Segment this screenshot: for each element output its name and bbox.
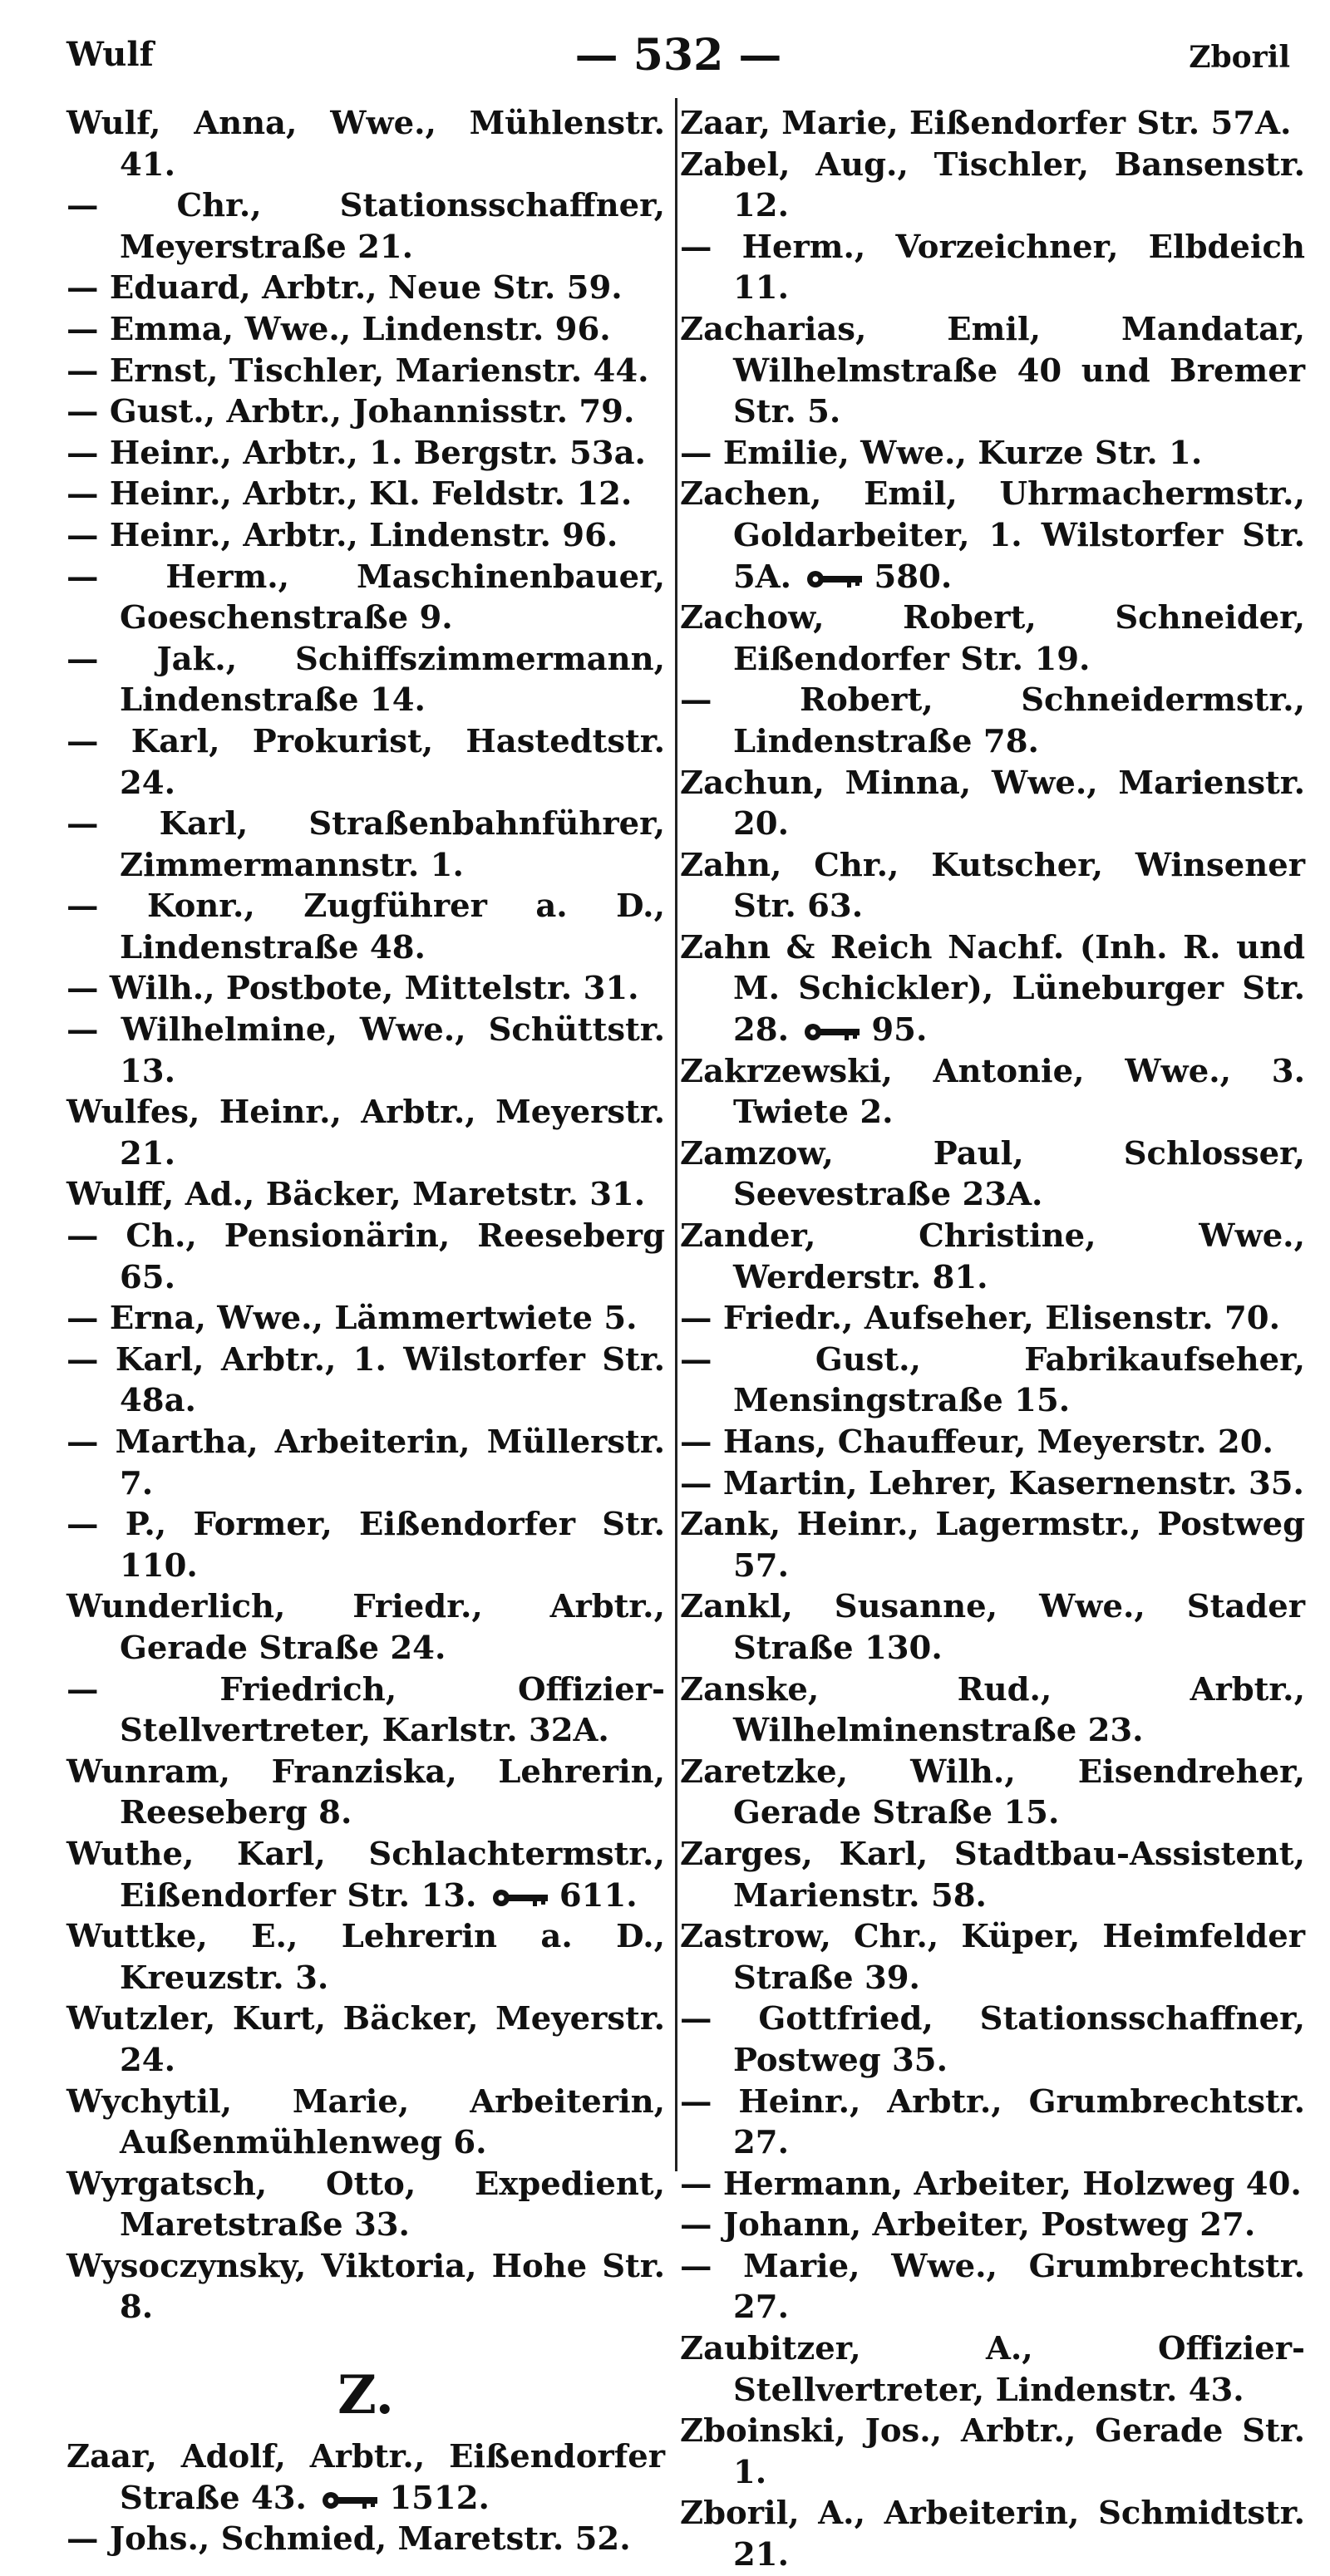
directory-entry xyxy=(680,1133,1305,1216)
entry-text: Zastrow, Chr., Küper, Heimfelder Straße 39. xyxy=(680,1918,1305,1997)
directory-entry xyxy=(66,1092,665,1174)
entry-text: Wyrgatsch, Otto, Expedient, Maretstraße 33. xyxy=(66,2165,665,2244)
directory-entry xyxy=(66,1669,665,1752)
entry-text: Zachen, Emil, Uhrmachermstr., Goldarbeiter, 1. Wilstorfer Str. 5A. xyxy=(680,475,1305,596)
directory-entry xyxy=(66,1834,665,1916)
entry-text: Wychytil, Marie, Arbeiterin, Außenmühlenweg 6. xyxy=(66,2082,665,2162)
directory-entry xyxy=(680,1298,1305,1340)
directory-entry xyxy=(680,680,1305,762)
entry-text: Zarges, Karl, Stadtbau-Assistent, Marienstr. 58. xyxy=(680,1835,1305,1915)
entry-text: — Gottfried, Stationsschaffner, Postweg 35. xyxy=(680,2000,1305,2079)
telephone-key-icon xyxy=(491,1888,551,1908)
directory-entry xyxy=(66,391,665,433)
telephone-number: 611. xyxy=(559,1876,638,1915)
entry-text: Zank, Heinr., Lagermstr., Postweg 57. xyxy=(680,1506,1305,1585)
directory-entry xyxy=(680,1216,1305,1298)
entry-text: Zamzow, Paul, Schlosser, Seevestraße 23A. xyxy=(680,1134,1305,1214)
entry-text: Zakrzewski, Antonie, Wwe., 3. Twiete 2. xyxy=(680,1052,1305,1132)
telephone-key-icon xyxy=(321,2490,381,2510)
directory-entry xyxy=(680,474,1305,597)
entry-text: — Jak., Schiffszimmermann, Lindenstraße 14. xyxy=(66,640,665,720)
entry-text: Zahn, Chr., Kutscher, Winsener Str. 63. xyxy=(680,846,1305,926)
entry-text: — Heinr., Arbtr., Kl. Feldstr. 12. xyxy=(66,475,633,514)
page-header xyxy=(66,30,1290,80)
directory-entry xyxy=(66,2436,665,2519)
directory-entry xyxy=(680,597,1305,680)
directory-entry xyxy=(680,1586,1305,1669)
entry-text: — Gust., Fabrikaufseher, Mensingstraße 15. xyxy=(680,1340,1305,1420)
directory-entry xyxy=(680,1504,1305,1586)
directory-entry xyxy=(66,2082,665,2164)
directory-entry xyxy=(680,2328,1305,2411)
entry-text: — Johs., Schmied, Maretstr. 52. xyxy=(66,2520,631,2559)
entry-text: Zahn & Reich Nachf. (Inh. R. und M. Schickler), Lüneburger Str. 28. xyxy=(680,928,1305,1050)
entry-text: — Johann, Arbeiter, Postweg 27. xyxy=(680,2206,1256,2244)
entry-text: Wuthe, Karl, Schlachtermstr., Eißendorfer Str. 13. xyxy=(66,1835,665,1915)
directory-entry xyxy=(680,2205,1305,2246)
section-letter: Z. xyxy=(337,2364,394,2427)
entry-text: — Friedrich, Offizier-Stellvertreter, Karlstr. 32A. xyxy=(66,1670,665,1750)
directory-entry xyxy=(66,557,665,639)
entry-text: — Heinr., Arbtr., Lindenstr. 96. xyxy=(66,516,618,554)
directory-entry xyxy=(66,515,665,557)
entry-text: — Erna, Wwe., Lämmertwiete 5. xyxy=(66,1300,638,1338)
directory-entry xyxy=(66,309,665,351)
entry-text: — Hermann, Arbeiter, Holzweg 40. xyxy=(680,2165,1302,2203)
directory-entry xyxy=(680,845,1305,927)
directory-entry xyxy=(66,1216,665,1298)
directory-entry xyxy=(66,2519,665,2560)
directory-entry xyxy=(66,474,665,515)
entry-text: Zaretzke, Wilh., Eisendreher, Gerade Straße 15. xyxy=(680,1753,1305,1832)
entry-text: Zboril, A., Arbeiterin, Schmidtstr. 21. xyxy=(680,2495,1305,2574)
left-column xyxy=(66,103,665,2560)
directory-entry xyxy=(680,1834,1305,1916)
entry-text: — Heinr., Arbtr., 1. Bergstr. 53a. xyxy=(66,434,646,472)
header-left-keyword: Wulf xyxy=(66,35,154,74)
entry-text: — Karl, Arbtr., 1. Wilstorfer Str. 48a. xyxy=(66,1340,665,1420)
entry-text: — Wilh., Postbote, Mittelstr. 31. xyxy=(66,970,639,1008)
entry-text: Zabel, Aug., Tischler, Bansenstr. 12. xyxy=(680,145,1305,225)
directory-entry xyxy=(66,1010,665,1092)
directory-entry xyxy=(680,1916,1305,1998)
entry-text: Wutzler, Kurt, Bäcker, Meyerstr. 24. xyxy=(66,2000,665,2079)
entry-text: — Wilhelmine, Wwe., Schüttstr. 13. xyxy=(66,1011,665,1090)
entry-text: — Karl, Prokurist, Hastedtstr. 24. xyxy=(66,722,665,802)
directory-entry xyxy=(680,433,1305,474)
directory-entry xyxy=(680,309,1305,433)
directory-entry xyxy=(680,2246,1305,2328)
entry-text: Zboinski, Jos., Arbtr., Gerade Str. 1. xyxy=(680,2412,1305,2491)
directory-entry xyxy=(66,185,665,268)
directory-entry xyxy=(680,2082,1305,2164)
entry-text: Wulff, Ad., Bäcker, Maretstr. 31. xyxy=(66,1176,646,1214)
directory-entry xyxy=(66,804,665,886)
entry-text: — Friedr., Aufseher, Elisenstr. 70. xyxy=(680,1300,1280,1338)
entry-text: — Martha, Arbeiterin, Müllerstr. 7. xyxy=(66,1423,665,1502)
telephone-number: 580. xyxy=(874,558,953,596)
entry-text: — Karl, Straßenbahnführer, Zimmermannstr. 1. xyxy=(66,805,665,884)
directory-entry xyxy=(66,721,665,804)
entry-text: Zaubitzer, A., Offizier-Stellvertreter, Lindenstr. 43. xyxy=(680,2330,1305,2409)
telephone-number: 95. xyxy=(871,1011,928,1050)
directory-entry xyxy=(680,927,1305,1051)
entry-text: Zacharias, Emil, Mandatar, Wilhelmstraße 40 und Bremer Str. 5. xyxy=(680,310,1305,431)
entry-text: Zankl, Susanne, Wwe., Stader Straße 130. xyxy=(680,1588,1305,1667)
directory-entry xyxy=(680,1340,1305,1422)
entry-text: Zachun, Minna, Wwe., Marienstr. 20. xyxy=(680,764,1305,843)
directory-entry xyxy=(66,639,665,721)
directory-entry xyxy=(66,1586,665,1669)
directory-entry xyxy=(680,103,1305,145)
entry-text: — Ernst, Tischler, Marienstr. 44. xyxy=(66,351,649,390)
entry-text: Zander, Christine, Wwe., Werderstr. 81. xyxy=(680,1217,1305,1296)
entry-text: Zachow, Robert, Schneider, Eißendorfer Str. 19. xyxy=(680,599,1305,678)
entry-text: Zaar, Adolf, Arbtr., Eißendorfer Straße 43. xyxy=(66,2438,665,2517)
telephone-key-icon xyxy=(803,1022,863,1042)
directory-entry xyxy=(680,2411,1305,2493)
directory-entry xyxy=(680,1463,1305,1505)
entry-text: — Martin, Lehrer, Kasernenstr. 35. xyxy=(680,1464,1304,1502)
entry-text: — Chr., Stationsschaffner, Meyerstraße 21. xyxy=(66,187,665,266)
entry-text: Wunram, Franziska, Lehrerin, Reeseberg 8. xyxy=(66,1753,665,1832)
entry-text: Wunderlich, Friedr., Arbtr., Gerade Straße 24. xyxy=(66,1588,665,1667)
right-column xyxy=(680,103,1305,2576)
directory-entry xyxy=(680,1998,1305,2081)
directory-entry xyxy=(66,1752,665,1834)
directory-entry xyxy=(66,1422,665,1504)
entry-text: — Herm., Vorzeichner, Elbdeich 11. xyxy=(680,228,1305,307)
entry-text: — Konr., Zugführer a. D., Lindenstraße 48. xyxy=(66,887,665,966)
directory-entry xyxy=(680,763,1305,845)
telephone-number: 1512. xyxy=(389,2479,490,2517)
entry-text: — Hans, Chauffeur, Meyerstr. 20. xyxy=(680,1423,1273,1461)
directory-entry xyxy=(680,2164,1305,2205)
entry-text: — Robert, Schneidermstr., Lindenstraße 78. xyxy=(680,681,1305,760)
directory-entry xyxy=(66,1998,665,2081)
directory-entry xyxy=(66,1916,665,1998)
entry-text: Wysoczynsky, Viktoria, Hohe Str. 8. xyxy=(66,2247,665,2327)
entry-text: — Marie, Wwe., Grumbrechtstr. 27. xyxy=(680,2247,1305,2327)
directory-entry xyxy=(66,1340,665,1422)
directory-entry xyxy=(66,1504,665,1586)
entry-text: — P., Former, Eißendorfer Str. 110. xyxy=(66,1506,665,1585)
directory-entry xyxy=(680,1422,1305,1463)
entry-text: Zanske, Rud., Arbtr., Wilhelminenstraße 23. xyxy=(680,1670,1305,1750)
column-divider xyxy=(675,98,677,2171)
directory-entry xyxy=(66,2246,665,2328)
directory-entry xyxy=(66,1174,665,1216)
entry-text: — Gust., Arbtr., Johannisstr. 79. xyxy=(66,393,635,431)
directory-entry xyxy=(680,145,1305,227)
entry-text: — Eduard, Arbtr., Neue Str. 59. xyxy=(66,269,623,307)
directory-entry xyxy=(680,2493,1305,2575)
entry-text: Wulfes, Heinr., Arbtr., Meyerstr. 21. xyxy=(66,1094,665,1172)
directory-entry xyxy=(680,1752,1305,1834)
header-right-keyword: Zboril xyxy=(1189,40,1290,75)
directory-entry xyxy=(66,433,665,474)
directory-entry xyxy=(680,1051,1305,1133)
directory-entry xyxy=(66,1298,665,1340)
directory-entry xyxy=(66,968,665,1010)
entry-text: — Emma, Wwe., Lindenstr. 96. xyxy=(66,310,611,348)
page-number: — 532 — xyxy=(574,30,782,81)
entry-text: — Emilie, Wwe., Kurze Str. 1. xyxy=(680,434,1203,472)
entry-text: — Heinr., Arbtr., Grumbrechtstr. 27. xyxy=(680,2082,1305,2162)
directory-entry xyxy=(66,886,665,968)
directory-entry xyxy=(66,2164,665,2246)
telephone-key-icon xyxy=(805,569,865,589)
entry-text: — Herm., Maschinenbauer, Goeschenstraße 9. xyxy=(66,558,665,637)
entry-text: Zaar, Marie, Eißendorfer Str. 57A. xyxy=(680,105,1292,142)
entry-text: — Ch., Pensionärin, Reeseberg 65. xyxy=(66,1217,665,1296)
directory-entry xyxy=(66,103,665,185)
directory-entry xyxy=(66,351,665,392)
directory-entry xyxy=(66,268,665,309)
entry-text: Wulf, Anna, Wwe., Mühlenstr. 41. xyxy=(66,105,665,184)
directory-entry xyxy=(680,1669,1305,1752)
entry-text: Wuttke, E., Lehrerin a. D., Kreuzstr. 3. xyxy=(66,1918,665,1997)
directory-entry xyxy=(680,227,1305,309)
